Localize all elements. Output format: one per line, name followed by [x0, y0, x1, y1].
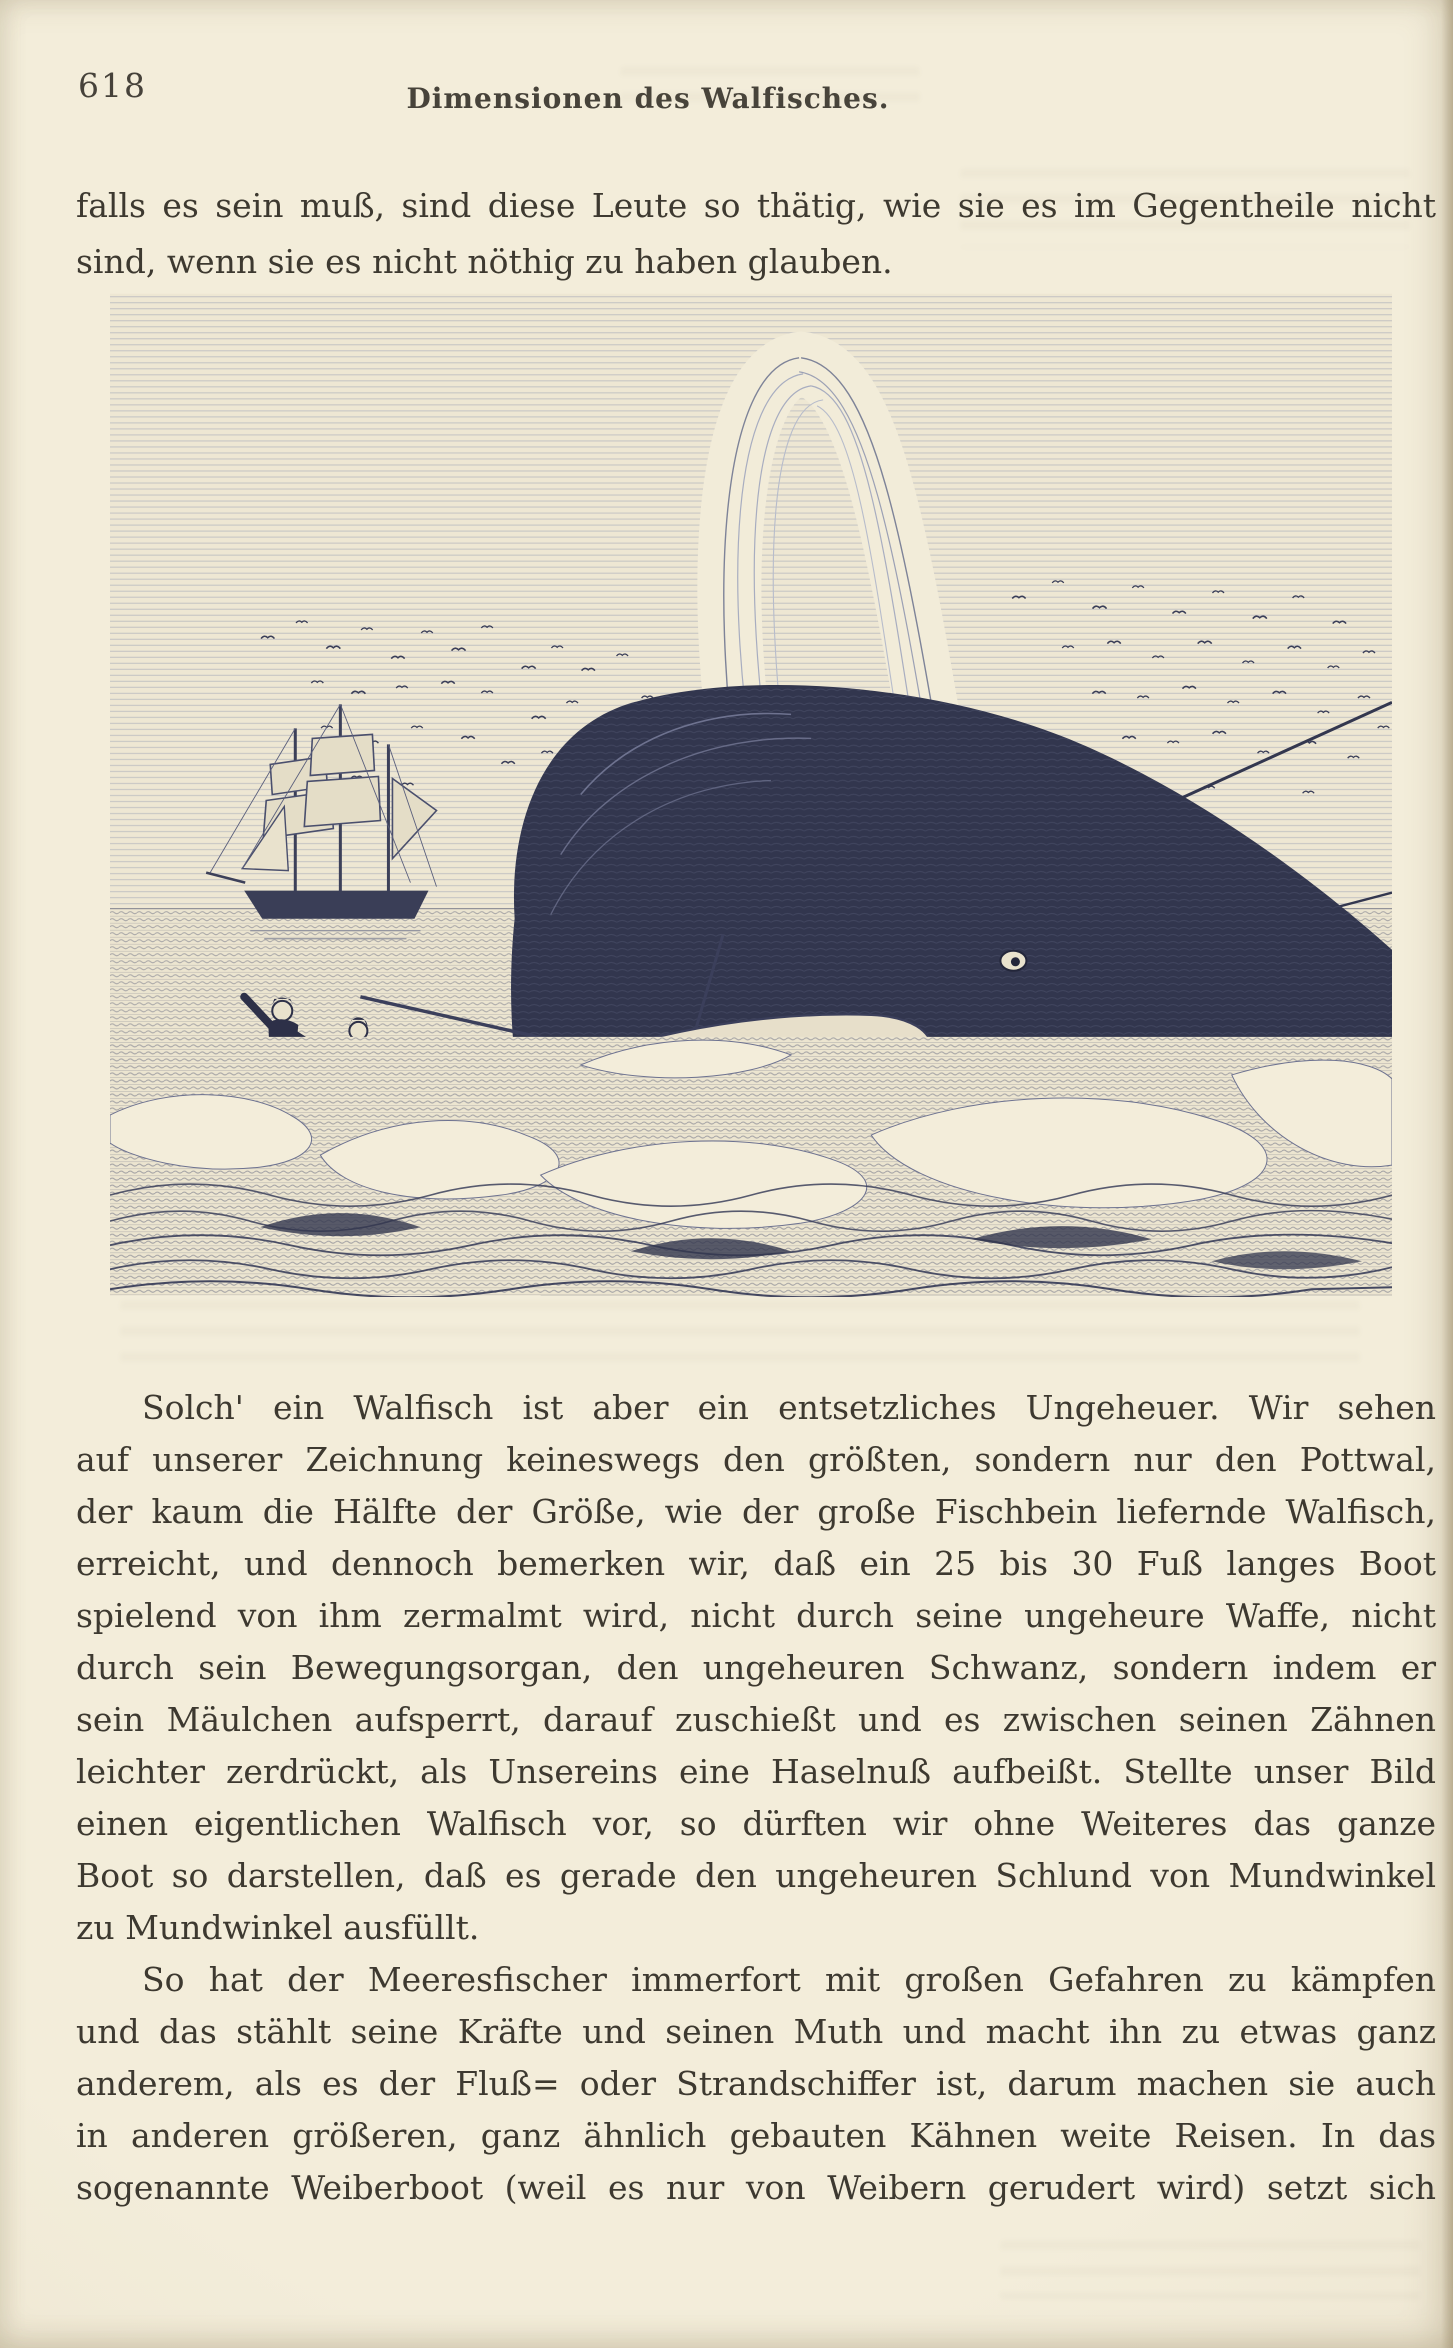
waves-foam: [110, 1037, 1392, 1297]
whale-eye: [1000, 951, 1026, 971]
text-line: falls es sein muß, sind diese Leute so thätig, wie sie es im Gegentheile nicht: [76, 186, 1436, 225]
text-line: auf unserer Zeichnung keineswegs den größten, sondern nur den Pottwal,: [76, 1440, 1436, 1479]
bleed-through-artifact: [120, 1300, 1360, 1370]
bleed-through-artifact: [1000, 2240, 1420, 2300]
text-line: spielend von ihm zermalmt wird, nicht durch seine ungeheure Waffe, nicht: [76, 1596, 1436, 1635]
text-line: sind, wenn sie es nicht nöthig zu haben glauben.: [76, 242, 893, 281]
text-line: in anderen größeren, ganz ähnlich gebauten Kähnen weite Reisen. In das: [76, 2116, 1436, 2155]
page-number: 618: [78, 66, 147, 105]
text-line: So hat der Meeresfischer immerfort mit großen Gefahren zu kämpfen: [142, 1960, 1436, 1999]
text-line: sein Mäulchen aufsperrt, darauf zuschießt und es zwischen seinen Zähnen: [76, 1700, 1436, 1739]
text-line: einen eigentlichen Walfisch vor, so dürften wir ohne Weiteres das ganze: [76, 1804, 1436, 1843]
page-edge-shadow: [1441, 0, 1453, 2348]
text-line: leichter zerdrückt, als Unsereins eine Haselnuß aufbeißt. Stellte unser Bild: [76, 1752, 1436, 1791]
paragraph-sea-fisher: [76, 1954, 1436, 2214]
text-line: Boot so darstellen, daß es gerade den ungeheuren Schlund von Mundwinkel: [76, 1856, 1436, 1895]
text-line: erreicht, und dennoch bemerken wir, daß ein 25 bis 30 Fuß langes Boot: [76, 1544, 1436, 1583]
text-line: zu Mundwinkel ausfüllt.: [76, 1908, 480, 1947]
text-line: anderem, als es der Fluß= oder Strandschiffer ist, darum machen sie auch: [76, 2064, 1436, 2103]
whale-engraving-illustration: [110, 292, 1392, 1297]
text-line: und das stählt seine Kräfte und seinen Muth und macht ihn zu etwas ganz: [76, 2012, 1436, 2051]
text-line: durch sein Bewegungsorgan, den ungeheuren Schwanz, sondern indem er: [76, 1648, 1436, 1687]
paragraph-whale-monster: [76, 1382, 1436, 1954]
text-line: sogenannte Weiberboot (weil es nur von Weibern gerudert wird) setzt sich: [76, 2168, 1436, 2207]
text-line: Solch' ein Walfisch ist aber ein entsetzliches Ungeheuer. Wir sehen: [142, 1388, 1436, 1427]
running-title: Dimensionen des Walfisches.: [406, 82, 890, 115]
text-line: der kaum die Hälfte der Größe, wie der große Fischbein liefernde Walfisch,: [76, 1492, 1436, 1531]
paragraph-continuation: [76, 178, 1436, 290]
